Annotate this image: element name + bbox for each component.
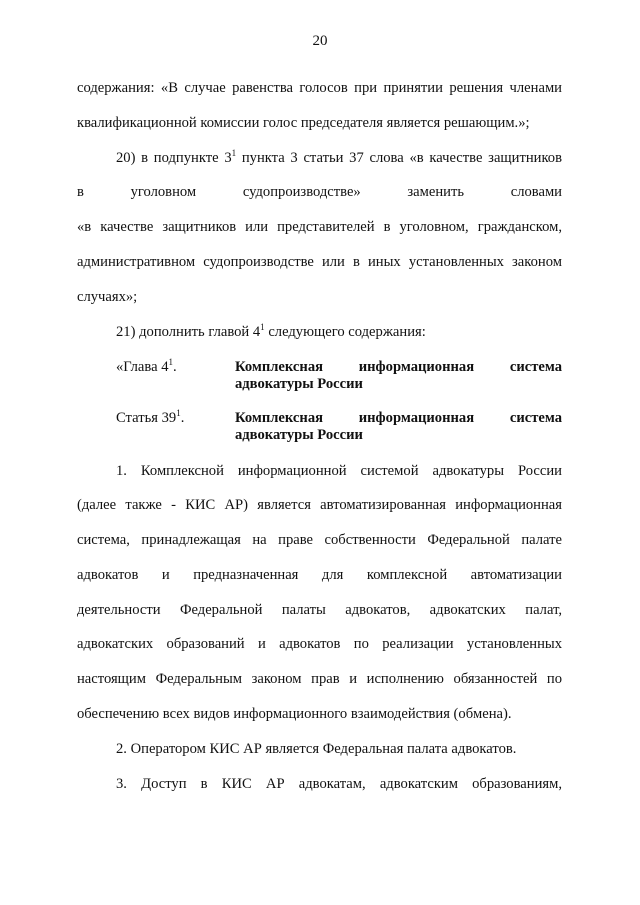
text-line: административном судопроизводстве или в иных установленных законом <box>77 254 562 270</box>
text-line: (далее также - КИС АР) является автоматизированная информационная <box>77 497 562 513</box>
page-number: 20 <box>312 33 328 49</box>
text-line: адвокатских образований и адвокатов по реализации установленных <box>77 636 562 652</box>
article-title: Комплексная информационная система адвокатуры России <box>235 410 562 443</box>
text-line: система, принадлежащая на праве собственности Федеральной палате <box>77 532 562 548</box>
chapter-label: «Глава $4^1$. <box>116 357 177 375</box>
text-line: обеспечению всех видов информационного взаимодействия (обмена). <box>77 706 512 722</box>
text-line: настоящим Федеральным законом прав и исполнению обязанностей по <box>77 671 562 687</box>
text-line: 2. Оператором КИС АР является Федеральная палата адвокатов. <box>116 741 517 757</box>
article-label: Статья $39^1$. <box>116 408 185 426</box>
chapter-title: Комплексная информационная система адвокатуры России <box>235 359 562 392</box>
text-line: 21) дополнить главой $4^1$ следующего содержания: <box>116 322 426 340</box>
text-line: 1. Комплексной информационной системой адвокатуры России <box>116 463 562 479</box>
text-line: «в качестве защитников или представителей в уголовном, гражданском, <box>77 219 562 235</box>
text-line: 3. Доступ в КИС АР адвокатам, адвокатским образованиям, <box>116 776 562 792</box>
text-line: 20) в подпункте $3^1$ пункта 3 статьи 37 слова «в качестве защитников <box>116 148 562 166</box>
text-line: квалификационной комиссии голос председателя является решающим.»; <box>77 115 530 131</box>
text-line: случаях»; <box>77 289 138 305</box>
text-line: адвокатов и предназначенная для комплексной автоматизации <box>77 567 562 583</box>
text-line: содержания: «В случае равенства голосов при принятии решения членами <box>77 80 562 96</box>
text-line: деятельности Федеральной палаты адвокатов, адвокатских палат, <box>77 602 562 618</box>
text-line: в уголовном судопроизводстве» заменить словами <box>77 184 562 200</box>
